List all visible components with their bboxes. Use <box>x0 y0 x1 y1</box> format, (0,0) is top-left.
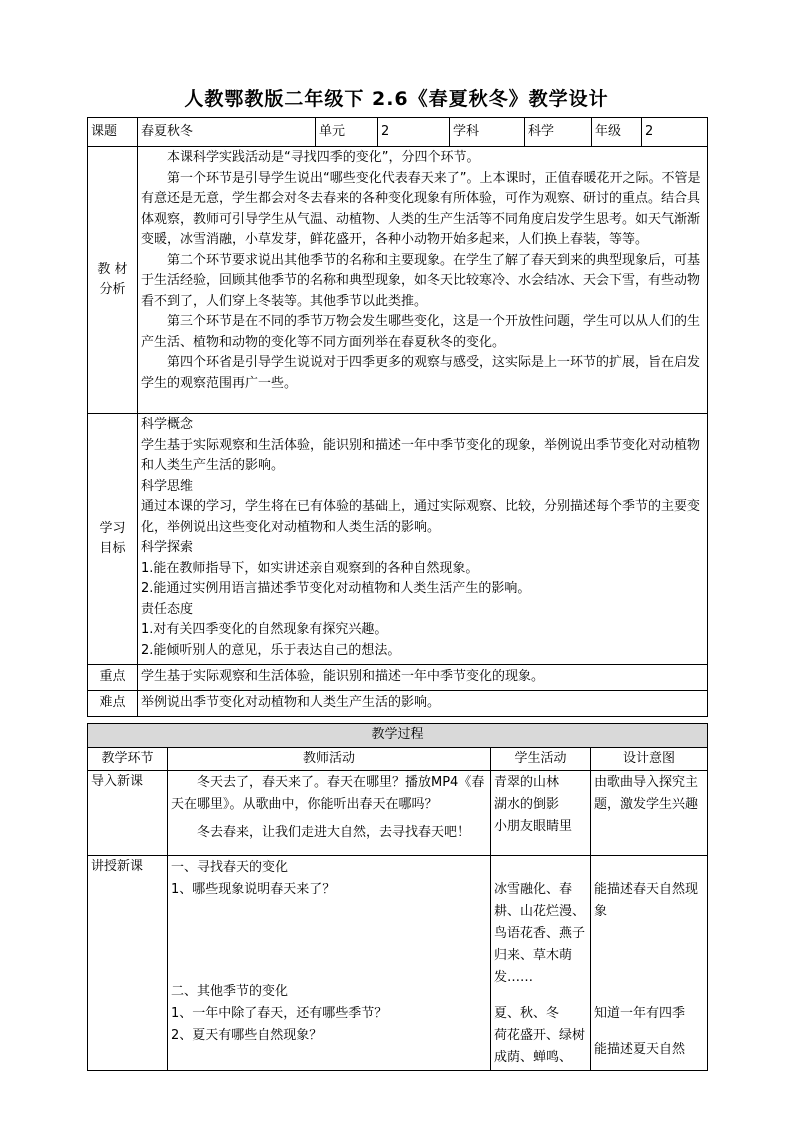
intro-teacher-text: 冬天去了，春天来了。春天在哪里？播放MP4《春天在哪里》。从歌曲中，你能听出春天在哪吗？ <box>171 775 485 812</box>
analysis-content <box>138 147 708 414</box>
page-title: 人教鄂教版二年级下 2.6《春夏秋冬》教学设计 <box>184 88 609 110</box>
lecture-stage: 讲授新课 <box>88 856 168 1071</box>
goal-line: 2.能倾听别人的意见，乐于表达自己的想法。 <box>141 642 401 658</box>
analysis-label <box>88 147 138 414</box>
subject-label: 学科 <box>450 118 525 147</box>
lecture-intent <box>591 856 708 1071</box>
subject-value: 科学 <box>525 118 592 147</box>
intro-teacher <box>168 771 491 856</box>
unit-label: 单元 <box>316 118 378 147</box>
intro-stage: 导入新课 <box>88 771 168 856</box>
col-teacher: 教师活动 <box>168 747 491 771</box>
lecture-section-heading: 二、其他季节的变化 <box>171 984 289 999</box>
key-point-text: 学生基于实际观察和生活体验，能识别和描述一年中季节变化的现象。 <box>138 665 708 691</box>
lecture-student <box>491 856 591 1071</box>
analysis-label-text: 教 材 分析 <box>97 261 128 297</box>
lecture-intent-text: 能描述夏天自然 <box>594 1042 686 1057</box>
lecture-student-answer: 荷花盛开、绿树成荫、蝉鸣、 <box>494 1028 586 1065</box>
lecture-student-answer: 夏、秋、冬 <box>494 1006 560 1021</box>
lecture-intent-text: 能描述春天自然现象 <box>594 882 699 919</box>
difficulty-text: 举例说出季节变化对动植物和人类生产生活的影响。 <box>138 691 708 717</box>
intro-student-text: 青翠的山林 湖水的倒影 小朋友眼睛里 <box>494 775 573 834</box>
intro-teacher-text: 冬去春来，让我们走进大自然，去寻找春天吧！ <box>197 825 471 840</box>
lecture-section-heading: 一、寻找春天的变化 <box>171 860 289 875</box>
lecture-teacher <box>168 856 491 1071</box>
teaching-process-table <box>87 723 708 1071</box>
col-student: 学生活动 <box>491 747 591 771</box>
goal-line: 学生基于实际观察和生活体验，能识别和描述一年中季节变化的现象，举例说出季节变化对动植物和人类生产生活的影响。 <box>141 437 701 473</box>
lecture-student-answer: 冰雪融化、春耕、山花烂漫、鸟语花香、燕子归来、草木萌发…… <box>494 882 586 985</box>
lecture-intent-text: 知道一年有四季 <box>594 1006 686 1021</box>
goal-heading: 责任态度 <box>141 601 194 617</box>
analysis-paragraph: 第一个环节是引导学生说出“哪些变化代表春天来了”。上本课时，正值春暖花开之际。不管是有意还是无意，学生都会对冬去春来的各种变化现象有所体验，可作为观察、研讨的重点。结合具体观察，教师可引导学生从气温、动植物、人类的生产生活等不同角度启发学生思考。如天气渐渐变暖，冰雪消融，小草发芽，鲜花盛开，各种小动物开始多起来，人们换上春装，等等。 <box>141 170 701 247</box>
analysis-paragraph: 第三个环节是在不同的季节万物会发生哪些变化，这是一个开放性问题，学生可以从人们的生产生活、植物和动物的变化等不同方面列举在春夏秋冬的变化。 <box>141 314 701 350</box>
goal-line: 1.对有关四季变化的自然现象有探究兴趣。 <box>141 622 388 637</box>
col-stage: 教学环节 <box>88 747 168 771</box>
analysis-paragraph: 本课科学实践活动是“寻找四季的变化”，分四个环节。 <box>167 150 480 165</box>
intro-intent: 由歌曲导入探究主题，激发学生兴趣 <box>591 771 708 856</box>
goal-line: 2.能通过实例用语言描述季节变化对动植物和人类生活产生的影响。 <box>141 581 531 596</box>
lecture-question: 1、一年中除了春天，还有哪些季节？ <box>171 1006 388 1021</box>
intro-student <box>491 771 591 856</box>
analysis-paragraph: 第四个环省是引导学生说说对于四季更多的观察与感受，这实际是上一环节的扩展，旨在启发学生的观察范围再广一些。 <box>141 355 701 391</box>
analysis-paragraph: 第二个环节要求说出其他季节的名称和主要现象。在学生了解了春天到来的典型现象后，可基于生活经验，回顾其他季节的名称和典型现象，如冬天比较寒冷、水会结冰、天会下雪，有些动物看不到了，人们穿上冬装等。其他季节以此类推。 <box>141 252 701 309</box>
goal-heading: 科学探索 <box>141 540 194 555</box>
goals-label <box>88 414 138 665</box>
topic-label: 课题 <box>88 118 138 147</box>
unit-value: 2 <box>378 118 450 147</box>
goal-heading: 科学思维 <box>141 478 194 494</box>
process-heading: 教学过程 <box>88 724 708 748</box>
lecture-question: 2、夏天有哪些自然现象？ <box>171 1028 323 1043</box>
difficulty-label: 难点 <box>88 691 138 717</box>
goals-label-text: 学习 目标 <box>99 520 126 556</box>
key-point-label: 重点 <box>88 665 138 691</box>
goal-heading: 科学概念 <box>141 417 194 432</box>
lecture-question: 1、哪些现象说明春天来了？ <box>171 882 336 897</box>
goal-line: 1.能在教师指导下，如实讲述亲自观察到的各种自然现象。 <box>141 560 479 576</box>
goals-content <box>138 414 708 665</box>
topic-value: 春夏秋冬 <box>138 118 316 147</box>
grade-label: 年级 <box>592 118 642 147</box>
goal-line: 通过本课的学习，学生将在已有体验的基础上，通过实际观察、比较，分别描述每个季节的主要变化，举例说出这些变化对动植物和人类生活的影响。 <box>141 499 701 535</box>
lesson-info-table <box>87 117 708 717</box>
col-intent: 设计意图 <box>591 747 708 771</box>
grade-value: 2 <box>642 118 708 147</box>
